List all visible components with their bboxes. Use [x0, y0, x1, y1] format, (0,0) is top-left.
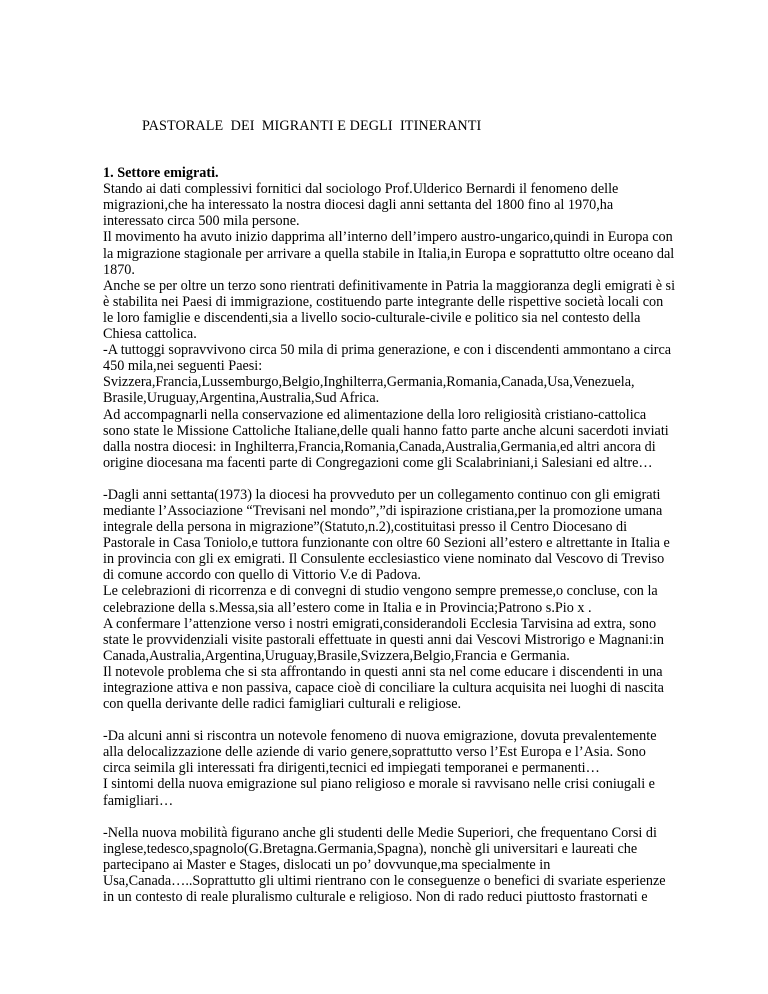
paragraph: -Da alcuni anni si riscontra un notevole fenomeno di nuova emigrazione, dovuta prevalentemente alla delocalizzazione delle aziende di vario genere,soprattutto verso l’Est Europa e l’Asia. Sono circa seimila gli interessati fra dirigenti,tecnici ed impiegati temporanei e permanenti…	[103, 728, 657, 777]
paragraph: -A tuttoggi sopravvivono circa 50 mila di prima generazione, e con i discendenti ammontano a circa 450 mila,nei seguenti Paesi:	[103, 342, 672, 375]
paragraph: Ad accompagnarli nella conservazione ed alimentazione della loro religiosità cristiano-cattolica sono state le Missione Cattoliche Italiane,delle quali hanno fatto parte anche alcuni sacerdoti inviati dalla nostra diocesi: in Inghilterra,Francia,Romania,Canada,Australia,Germania,ed altri ancora di origine diocesana ma facenti parte di Congregazioni come gli Scalabriniani,i Salesiani ed altre…	[103, 406, 669, 471]
paragraph: -Dagli anni settanta(1973) la diocesi ha provveduto per un collegamento continuo con gli emigrati mediante l’Associazione “Trevisani nel mondo”,”di ispirazione cristiana,per la promozione umana integrale della persona in migrazione”(Statuto,n.2),costituitasi presso il Centro Diocesano di Pastorale in Casa Toniolo,e tuttora funzionante con oltre 60 Sezioni all’estero e altrettante in Italia e in provincia con gli ex emigrati. Il Consulente ecclesiastico viene nominato dal Vescovo di Treviso di comune accordo con quello di Vittorio V.e di Padova.	[103, 486, 670, 584]
section-heading: 1. Settore emigrati.	[103, 165, 219, 182]
document-title: PASTORALE DEI MIGRANTI E DEGLI ITINERANTI	[142, 118, 482, 134]
paragraph: Anche se per oltre un terzo sono rientrati definitivamente in Patria la maggioranza degli emigrati è si è stabilita nei Paesi di immigrazione, costituendo parte integrante delle rispettive società locali con le loro famiglie e discendenti,sia a livello socio-culturale-civile e politico sia nel contesto della Chiesa cattolica.	[103, 277, 676, 343]
paragraph: -Nella nuova mobilità figurano anche gli studenti delle Medie Superiori, che frequentano Corsi di inglese,tedesco,spagnolo(G.Bretagna.Germania,Spagna), nonchè gli universitari e laureati che partecipano ai Master e Stages, dislocati un po’ dovvunque,ma specialmente in Usa,Canada…..Soprattutto gli ultimi rientrano con le conseguenze o benefici di svariate esperienze in un contesto di reale pluralismo culturale e religioso. Non di rado reduci piuttosto frastornati e	[103, 824, 666, 906]
paragraph: Il movimento ha avuto inizio dapprima all’interno dell’impero austro-ungarico,quindi in Europa con la migrazione stagionale per arrivare a quella stabile in Italia,in Europa e soprattutto oltre oceano dal 1870.	[103, 229, 675, 278]
paragraph: Le celebrazioni di ricorrenza e di convegni di studio vengono sempre premesse,o concluse, con la celebrazione della s.Messa,sia all’estero come in Italia e in Provincia;Patrono s.Pio x .	[103, 583, 658, 616]
paragraph: Il notevole problema che si sta affrontando in questi anni sta nel come educare i discendenti in una integrazione attiva e non passiva, capace cioè di conciliare la cultura acquisita nei luoghi di nascita con quella derivante delle radici famigliari culturali e religiose.	[103, 663, 664, 713]
paragraph: A confermare l’attenzione verso i nostri emigrati,considerandoli Ecclesia Tarvisina ad extra, sono state le provvidenziali visite pastorali effettuate in questi anni dai Vescovi Mistrorigo e Magnani:in Canada,Australia,Argentina,Uruguay,Brasile,Svizzera,Belgio,Francia e Germania.	[103, 615, 664, 664]
paragraph: I sintomi della nuova emigrazione sul piano religioso e morale si ravvisano nelle crisi coniugali e famigliari…	[103, 776, 655, 809]
paragraph: Svizzera,Francia,Lussemburgo,Belgio,Inghilterra,Germania,Romania,Canada,Usa,Venezuela, Brasile,Uruguay,Argentina,Australia,Sud Africa.	[103, 374, 635, 407]
paragraph: Stando ai dati complessivi fornitici dal sociologo Prof.Ulderico Bernardi il fenomeno delle migrazioni,che ha interessato la nostra diocesi dagli anni settanta del 1800 fino al 1970,ha interessato circa 500 mila persone.	[103, 181, 619, 230]
